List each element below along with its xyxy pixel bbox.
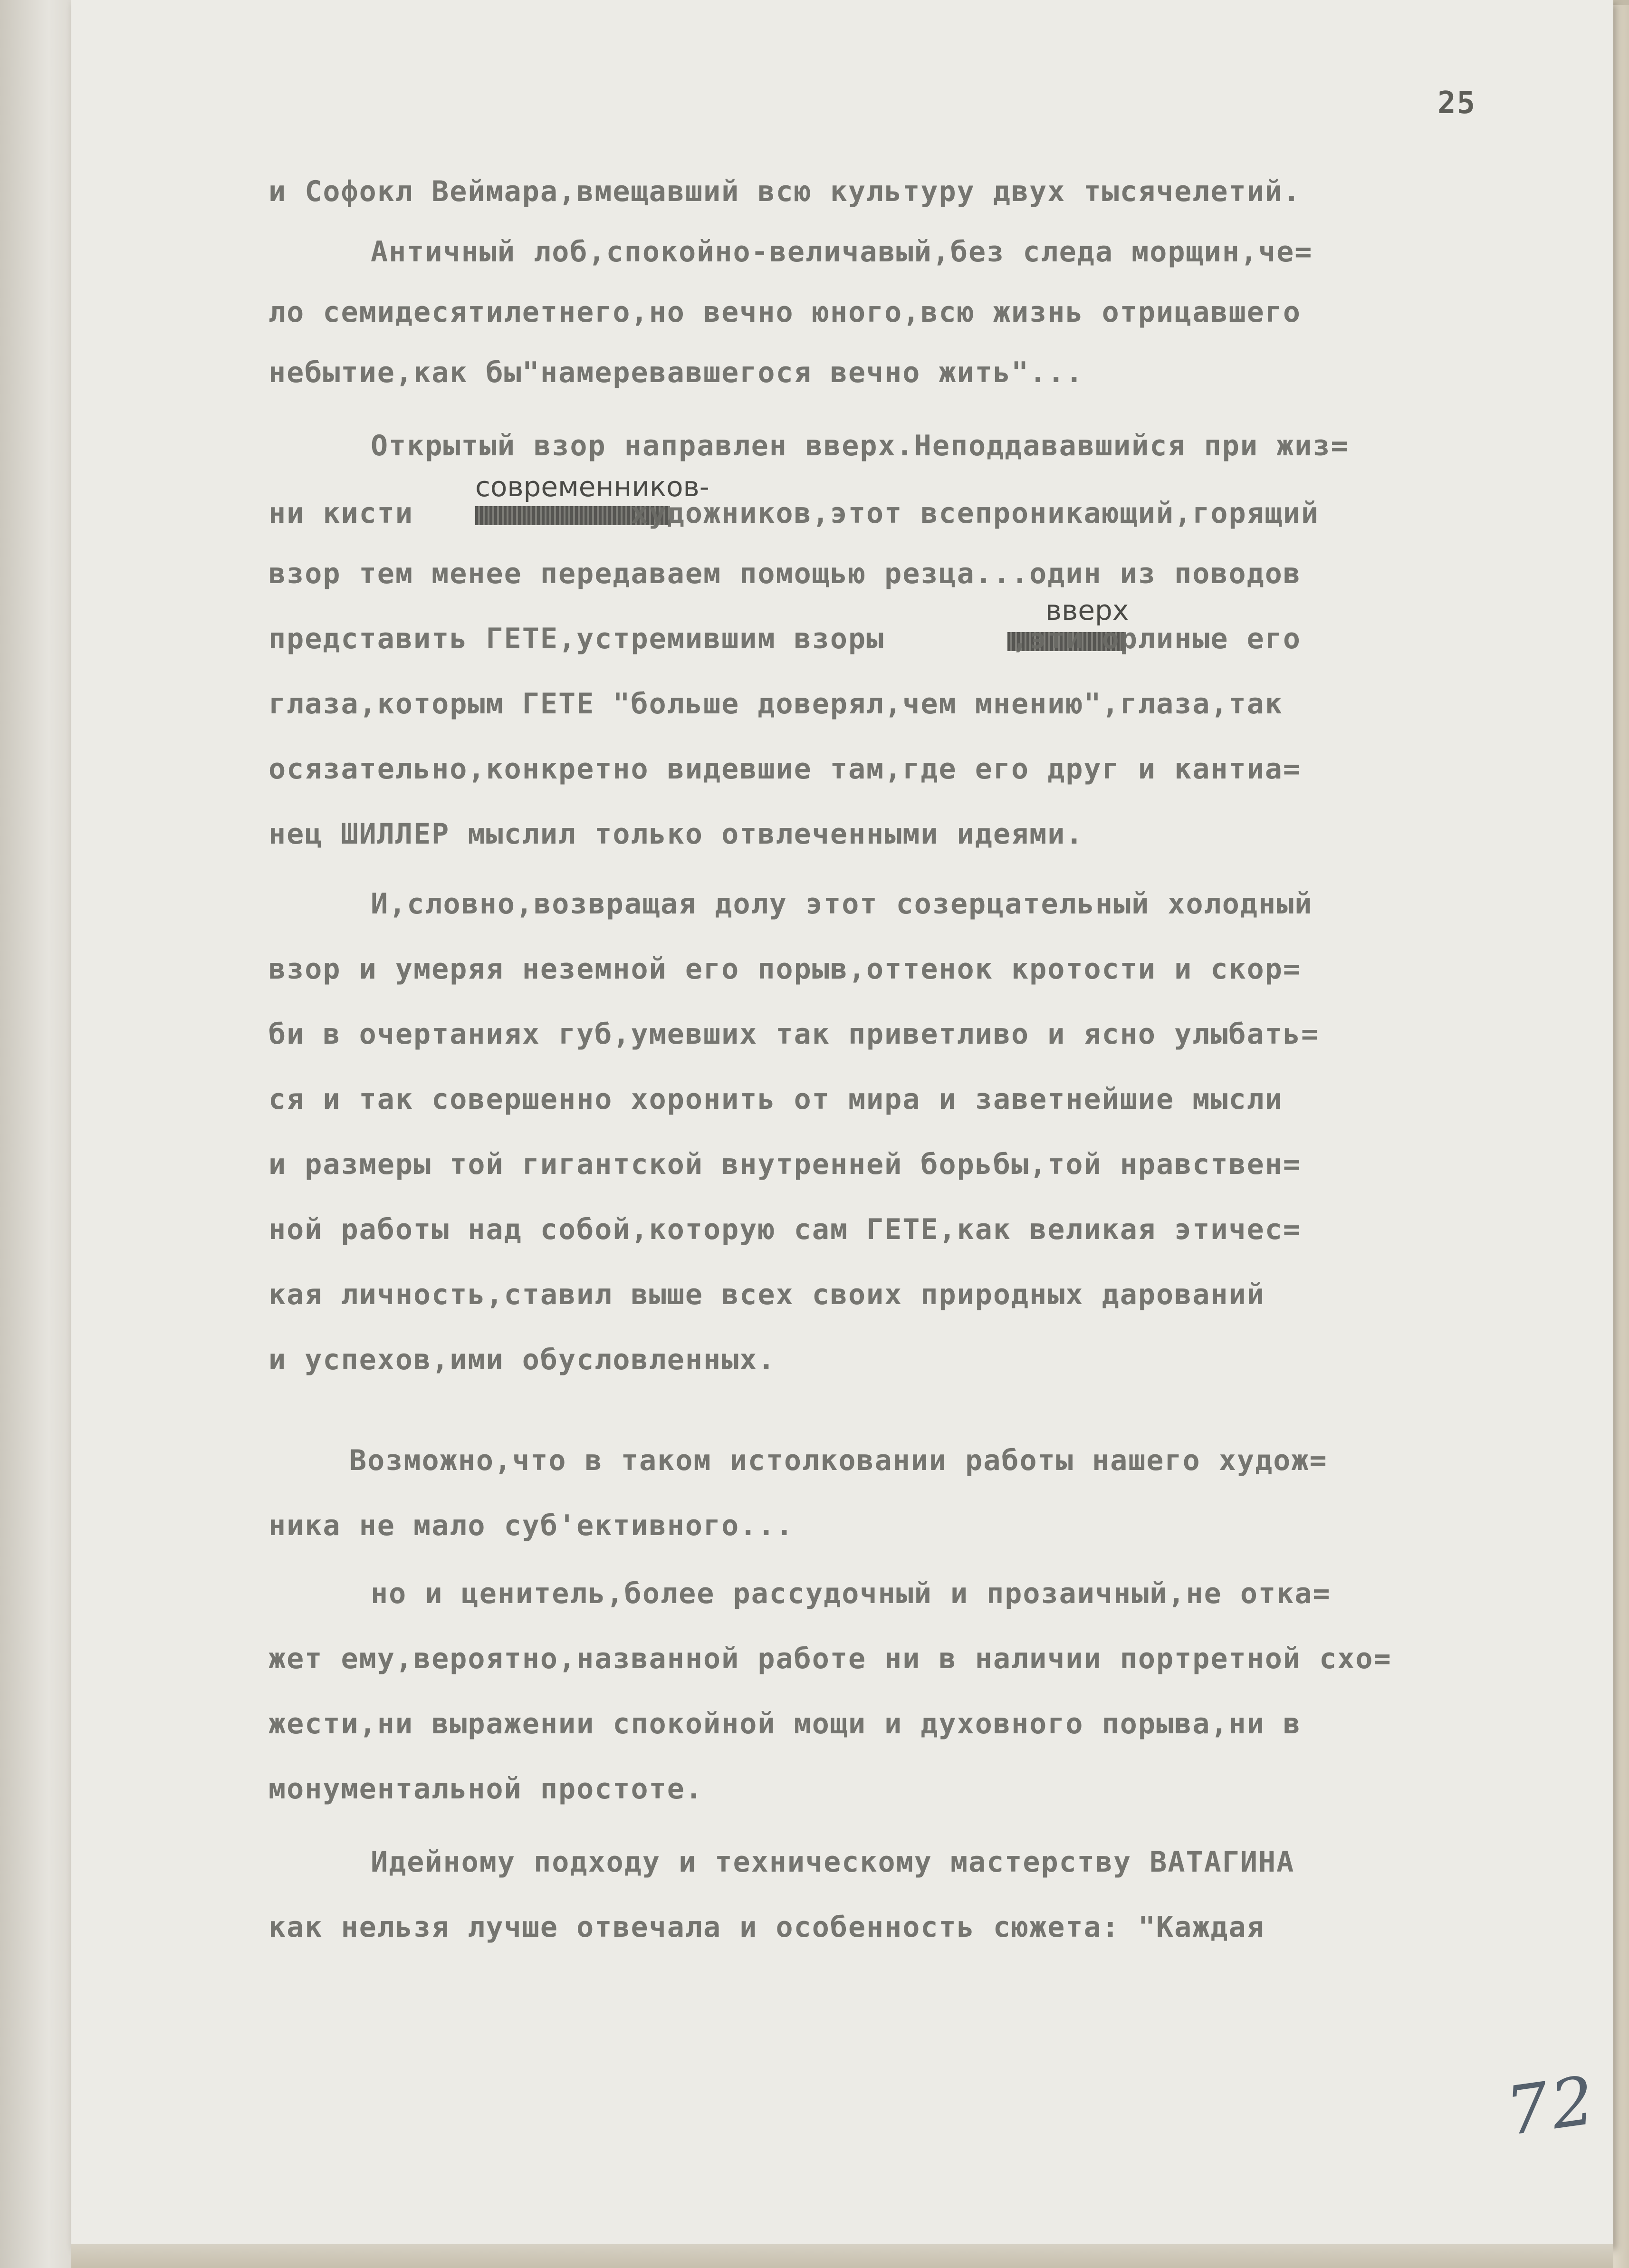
text-line-22: но и ценитель,более рассудочный и прозаичный,не отка= (371, 1577, 1331, 1610)
text-line-19: и успехов,ими обусловленных. (268, 1343, 776, 1376)
text-line-27: как нельзя лучше отвечала и особенность сюжета: "Каждая (268, 1911, 1265, 1944)
text-line-10: осязательно,конкретно видевшие там,где его друг и кантиа= (268, 752, 1302, 786)
text-line-18: кая личность,ставил выше всех своих природных дарований (268, 1278, 1265, 1311)
text-line-2: Античный лоб,спокойно-величавый,без следа морщин,че= (371, 235, 1313, 269)
text-line-6: ни кисти художников,этот всепроникающий,горящий (268, 497, 1320, 530)
text-line-13: взор и умеряя неземной его порыв,оттенок кротости и скор= (268, 952, 1302, 986)
text-line-9: глаза,которым ГЕТЕ "больше доверял,чем мнению",глаза,так (268, 687, 1283, 721)
text-line-20: Возможно,что в таком истолковании работы нашего худож= (349, 1444, 1328, 1477)
text-line-7: взор тем менее передаваем помощью резца...один из поводов (268, 557, 1302, 590)
text-line-11: нец ШИЛЛЕР мыслил только отвлеченными идеями. (268, 817, 1084, 851)
text-line-14: би в очертаниях губ,умевших так приветливо и ясно улыбать= (268, 1018, 1320, 1051)
left-facing-page (0, 0, 81, 2268)
text-line-1: и Софокл Веймара,вмещавший всю культуру двух тысячелетий. (268, 175, 1302, 208)
text-line-12: И,словно,возвращая долу этот созерцательный холодный (371, 887, 1313, 921)
typed-insertion-upward: вверх (1045, 594, 1129, 626)
text-line-23: жет ему,вероятно,названной работе ни в наличии портретной схо= (268, 1642, 1392, 1675)
text-line-16: и размеры той гигантской внутренней борьбы,той нравствен= (268, 1148, 1302, 1181)
text-line-5: Открытый взор направлен вверх.Неподдававшийся при жиз= (371, 429, 1349, 462)
text-line-4: небытие,как бы"намеревавшегося вечно жить"... (268, 356, 1084, 389)
sheet-bottom-edge (71, 2244, 1613, 2268)
text-line-17: ной работы над собой,которую сам ГЕТЕ,как великая этичес= (268, 1213, 1302, 1246)
text-line-21: ника не мало суб'ективного... (268, 1509, 794, 1542)
text-line-15: ся и так совершенно хоронить от мира и заветнейшие мысли (268, 1083, 1283, 1116)
text-line-8: представить ГЕТЕ,устремившим взоры ,эти орлиные его (268, 622, 1302, 655)
typewritten-sheet (71, 0, 1613, 2246)
text-line-26: Идейному подходу и техническому мастерству ВАТАГИНА (371, 1845, 1295, 1879)
text-line-25: монументальной простоте. (268, 1772, 703, 1806)
text-line-24: жести,ни выражении спокойной мощи и духовного порыва,ни в (268, 1707, 1302, 1740)
page-number: 25 (1437, 86, 1476, 121)
typed-insertion-contemporaries: современников- (475, 471, 709, 503)
handwritten-folio-number: 72 (1501, 2061, 1602, 2151)
text-line-3: ло семидесятилетнего,но вечно юного,всю жизнь отрицавшего (268, 296, 1302, 329)
